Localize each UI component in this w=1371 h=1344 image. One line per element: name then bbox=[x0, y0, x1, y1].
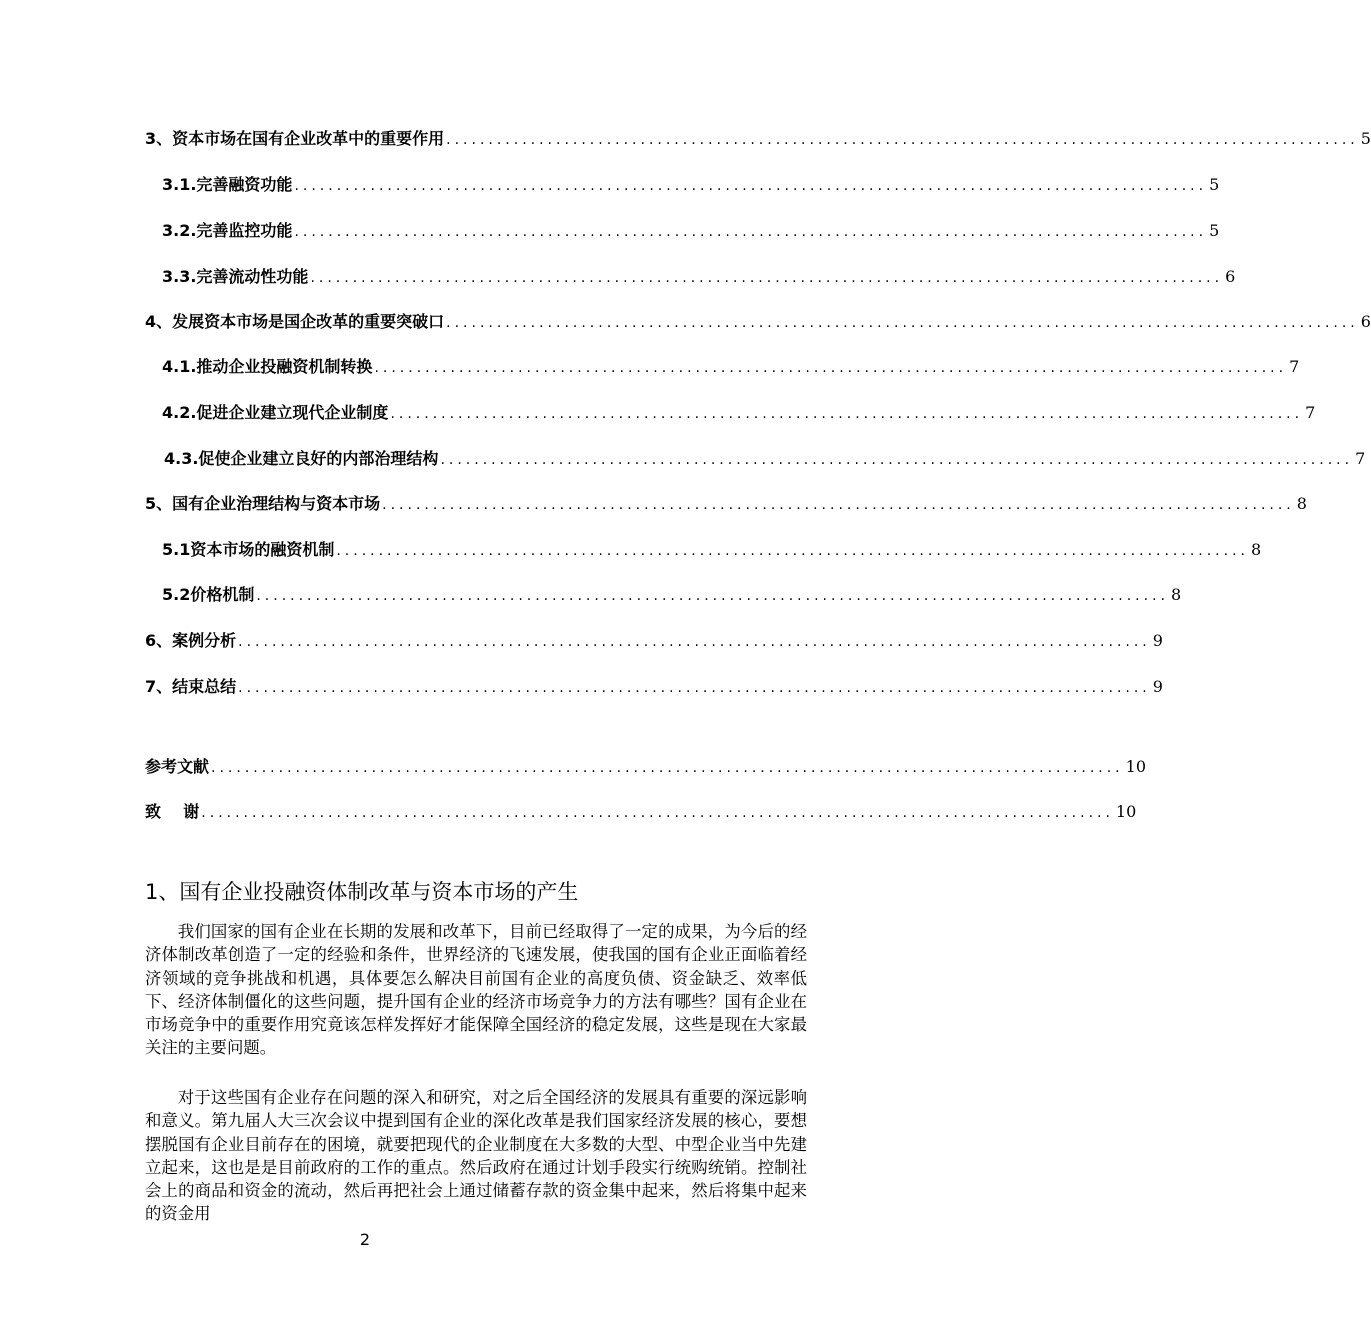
toc-leader-dots: ............................................................................................................ bbox=[382, 497, 1295, 513]
toc-entry-4[interactable] bbox=[145, 309, 1371, 333]
toc-label: 3.2.完善监控功能 bbox=[162, 221, 293, 240]
toc-entry-3-1[interactable] bbox=[162, 172, 1220, 196]
toc-leader-dots: ............................................................................................................ bbox=[256, 588, 1169, 604]
toc-entry-3[interactable] bbox=[145, 126, 1371, 150]
toc-page-number: 6 bbox=[1360, 312, 1371, 331]
toc-entry-6[interactable] bbox=[145, 628, 1163, 652]
toc-label: 4、发展资本市场是国企改革的重要突破口 bbox=[145, 312, 445, 331]
toc-page-number: 6 bbox=[1225, 267, 1236, 286]
toc-entry-acknowledgements[interactable] bbox=[145, 799, 1137, 823]
toc-entry-4-2[interactable] bbox=[162, 400, 1316, 424]
toc-leader-dots: ............................................................................................................ bbox=[390, 406, 1304, 422]
toc-page-number: 5 bbox=[1209, 175, 1220, 194]
toc-label: 4.2.促进企业建立现代企业制度 bbox=[162, 403, 389, 422]
body-paragraph: 我们国家的国有企业在长期的发展和改革下，目前已经取得了一定的成果，为今后的经济体制改革创造了一定的经验和条件，世界经济的飞速发展，使我国的国有企业正面临着经济领域的竞争挑战和机遇，具体要怎么解决目前国有企业的高度负债、资金缺乏、效率低下、经济体制僵化的这些问题，提升国有企业的经济市场竞争力的方法有哪些？国有企业在市场竞争中的重要作用究竟该怎样发挥好才能保障全国经济的稳定发展，这些是现在大家最关注的主要问题。 bbox=[145, 922, 807, 1058]
toc-leader-dots: ............................................................................................................ bbox=[446, 132, 1359, 148]
toc-label: 参考文献 bbox=[145, 757, 210, 776]
toc-entry-5[interactable] bbox=[145, 491, 1307, 515]
toc-label: 3、资本市场在国有企业改革中的重要作用 bbox=[145, 129, 445, 148]
toc-leader-dots: ............................................................................................................ bbox=[446, 315, 1359, 331]
toc-label: 4.3.促使企业建立良好的内部治理结构 bbox=[164, 449, 439, 468]
toc-leader-dots: ............................................................................................................ bbox=[310, 270, 1224, 286]
toc-label: 3.1.完善融资功能 bbox=[162, 175, 293, 194]
toc-page-number: 7 bbox=[1355, 449, 1366, 468]
toc-label: 致 谢 bbox=[145, 802, 200, 821]
toc-page-number: 10 bbox=[1115, 802, 1137, 821]
toc-entry-4-3[interactable] bbox=[164, 446, 1366, 470]
section-heading: 1、国有企业投融资体制改革与资本市场的产生 bbox=[145, 880, 579, 904]
toc-leader-dots: ............................................................................................................ bbox=[238, 634, 1151, 650]
toc-label: 3.3.完善流动性功能 bbox=[162, 267, 309, 286]
toc-label: 5.2价格机制 bbox=[162, 585, 255, 604]
toc-leader-dots: ............................................................................................................ bbox=[201, 805, 1114, 821]
body-paragraph: 对于这些国有企业存在问题的深入和研究，对之后全国经济的发展具有重要的深远影响和意义。第九届人大三次会议中提到国有企业的深化改革是我们国家经济发展的核心，要想摆脱国有企业目前存在的困境，就要把现代的企业制度在大多数的大型、中型企业当中先建立起来，这也是是目前政府的工作的重点。然后政府在通过计划手段实行统购统销。控制社会上的商品和资金的流动，然后再把社会上通过储蓄存款的资金集中起来，然后将集中起来的资金用 bbox=[145, 1088, 807, 1224]
toc-leader-dots: ............................................................................................................ bbox=[294, 178, 1208, 194]
toc-page-number: 9 bbox=[1152, 631, 1163, 650]
toc-label: 5.1资本市场的融资机制 bbox=[162, 540, 335, 559]
page-number: 2 bbox=[359, 1230, 371, 1249]
toc-page-number: 8 bbox=[1250, 540, 1262, 559]
toc-label: 4.1.推动企业投融资机制转换 bbox=[162, 357, 373, 376]
toc-leader-dots: ............................................................................................................ bbox=[336, 543, 1249, 559]
toc-entry-5-2[interactable] bbox=[162, 582, 1182, 606]
toc-leader-dots: ............................................................................................................ bbox=[374, 360, 1288, 376]
toc-label: 5、国有企业治理结构与资本市场 bbox=[145, 494, 381, 513]
toc-label: 6、案例分析 bbox=[145, 631, 237, 650]
toc-entry-4-1[interactable] bbox=[162, 354, 1300, 378]
toc-entry-3-2[interactable] bbox=[162, 218, 1220, 242]
toc-leader-dots: ............................................................................................................ bbox=[238, 680, 1151, 696]
toc-page-number: 9 bbox=[1152, 677, 1163, 696]
toc-entry-3-3[interactable] bbox=[162, 264, 1236, 288]
toc-entry-references[interactable] bbox=[145, 754, 1146, 778]
toc-page-number: 8 bbox=[1170, 585, 1182, 604]
toc-leader-dots: ............................................................................................................ bbox=[440, 452, 1354, 468]
toc-entry-7[interactable] bbox=[145, 674, 1163, 698]
toc-page-number: 8 bbox=[1296, 494, 1307, 513]
toc-entry-5-1[interactable] bbox=[162, 537, 1262, 561]
toc-page-number: 5 bbox=[1209, 221, 1220, 240]
toc-leader-dots: ............................................................................................................ bbox=[294, 224, 1208, 240]
toc-page-number: 7 bbox=[1289, 357, 1300, 376]
toc-page-number: 10 bbox=[1125, 757, 1146, 776]
toc-leader-dots: ............................................................................................................ bbox=[211, 760, 1124, 776]
toc-label: 7、结束总结 bbox=[145, 677, 237, 696]
toc-page-number: 5 bbox=[1360, 129, 1371, 148]
toc-page-number: 7 bbox=[1305, 403, 1316, 422]
